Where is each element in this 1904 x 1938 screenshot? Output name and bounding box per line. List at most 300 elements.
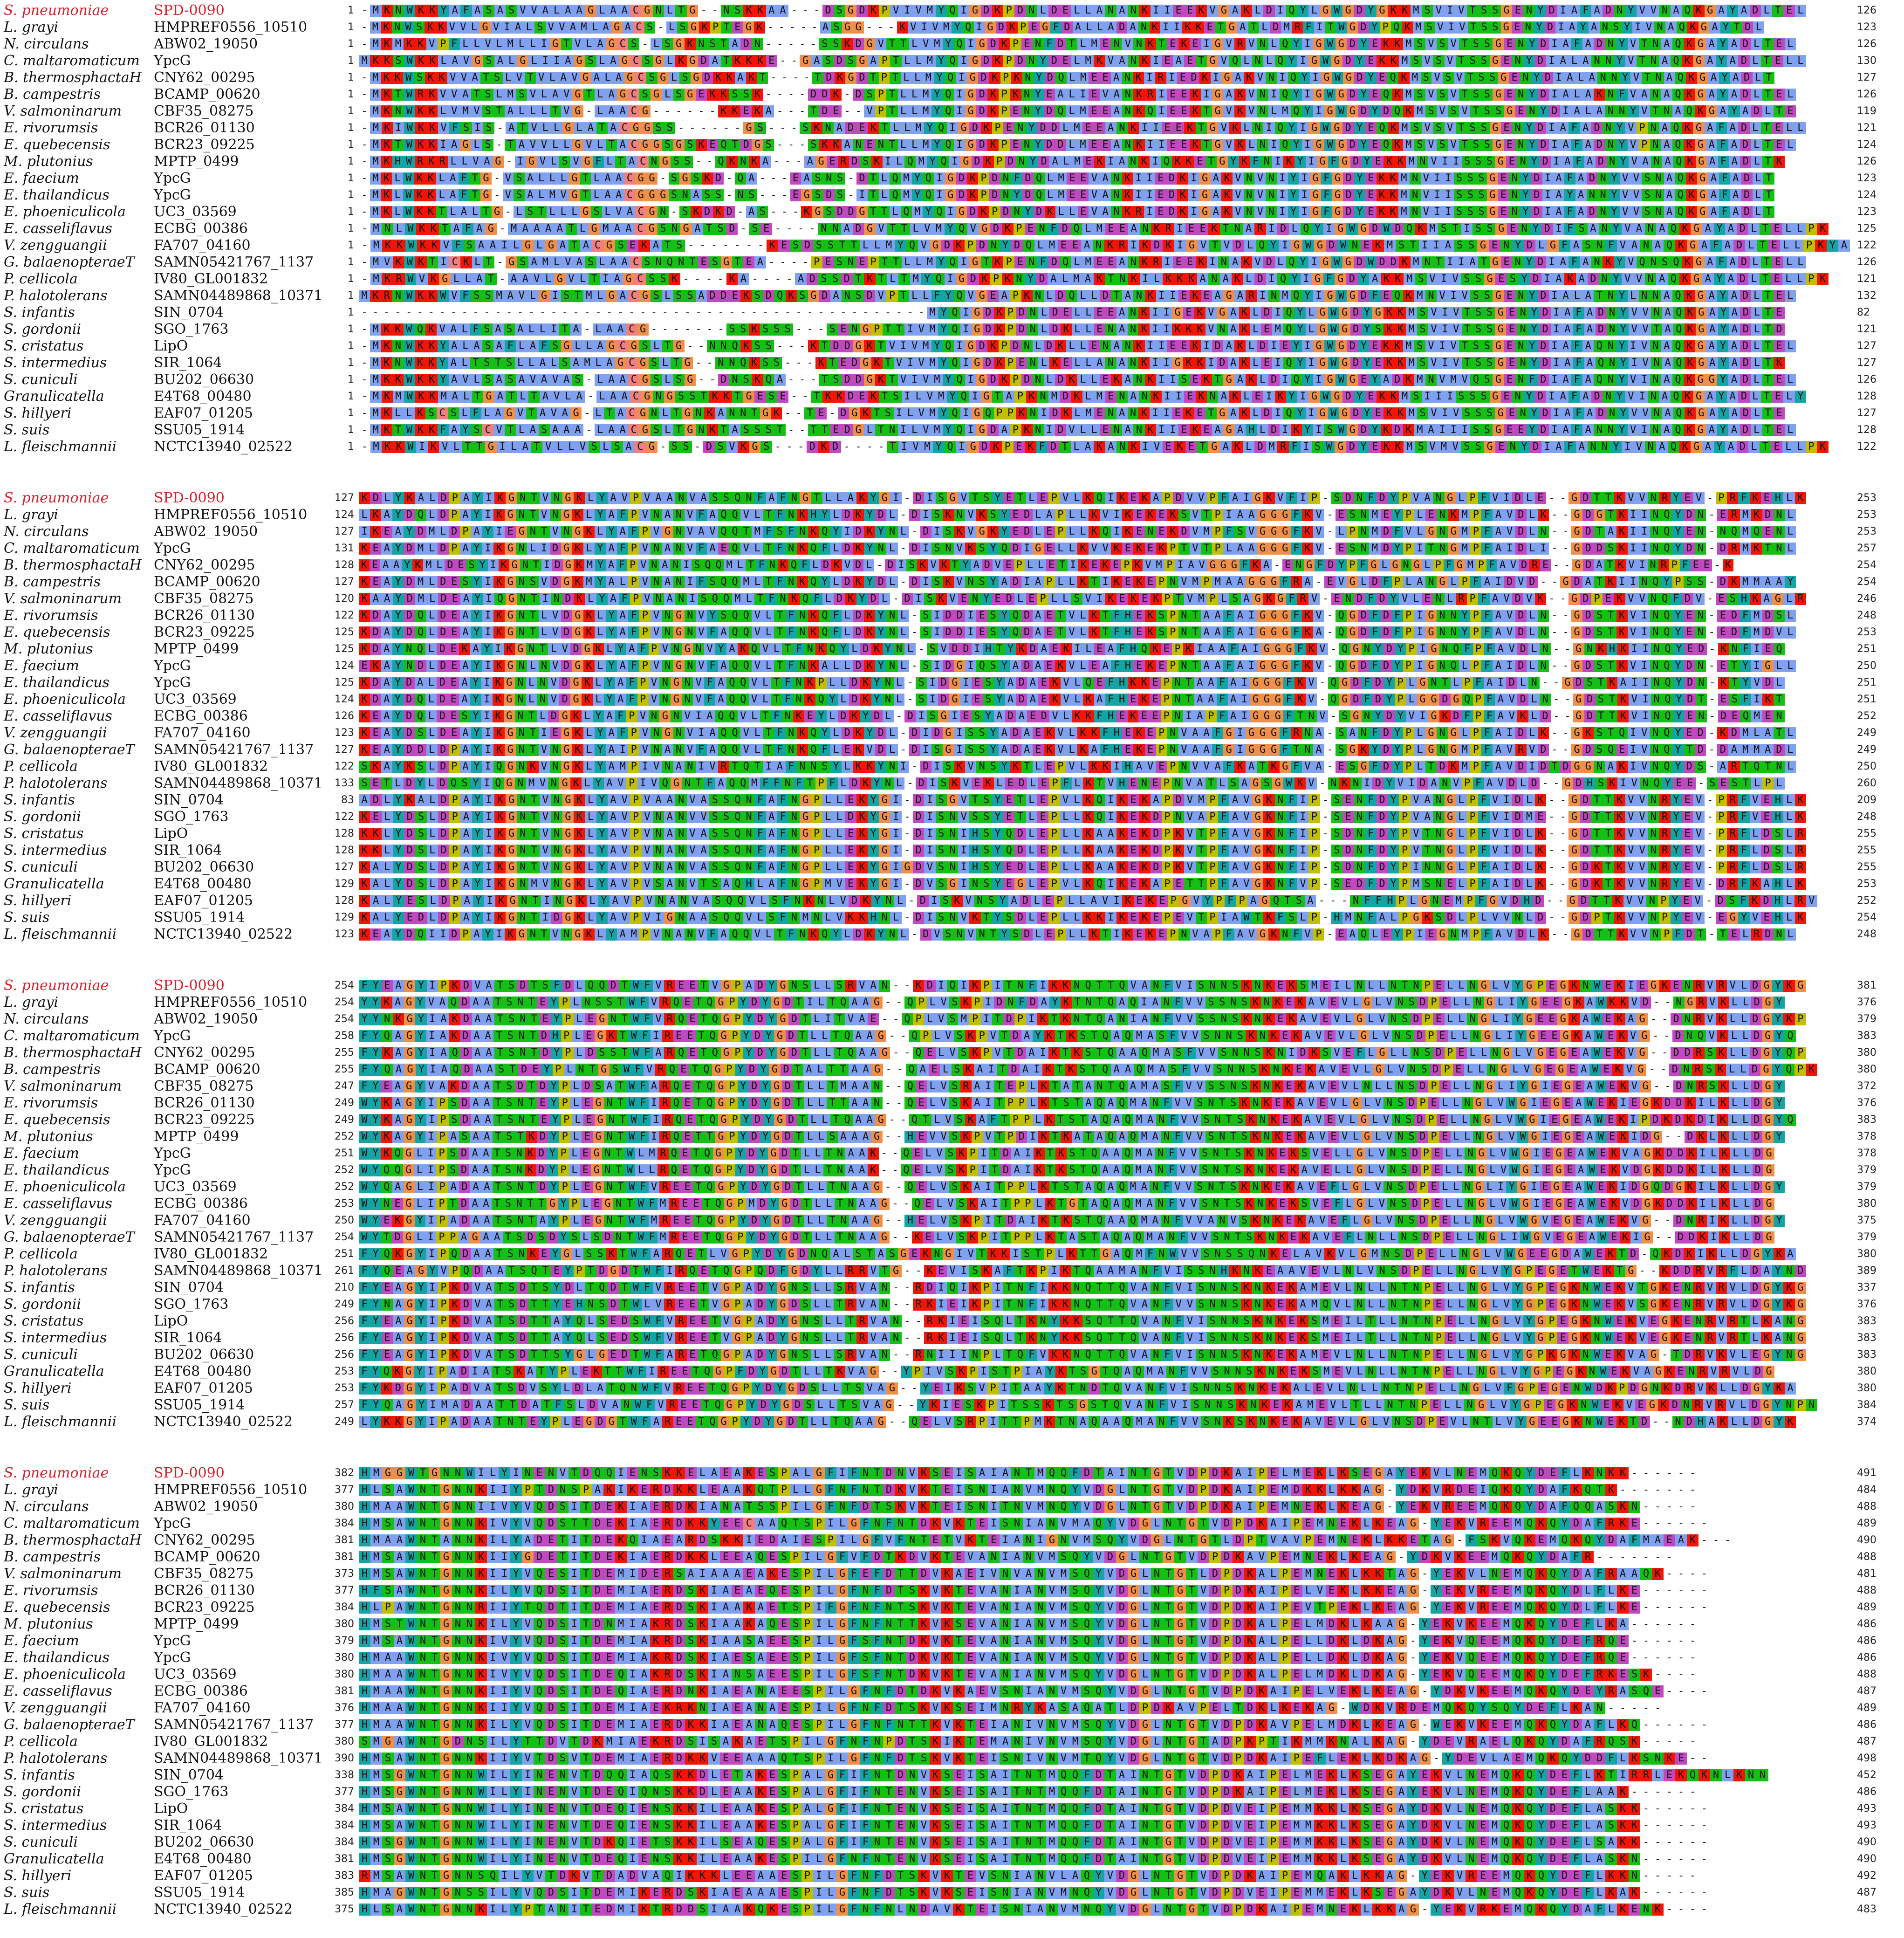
residue: V [566, 273, 577, 285]
residue: A [1128, 391, 1139, 403]
residue: L [879, 593, 890, 605]
residue: A [763, 105, 774, 117]
residue: F [505, 340, 516, 352]
residue: M [370, 391, 381, 403]
residue: - [751, 307, 758, 318]
residue: A [559, 407, 570, 419]
residue: Q [1673, 407, 1685, 419]
residue: E [1369, 441, 1381, 453]
residue: G [1332, 189, 1343, 201]
residue: G [879, 492, 890, 504]
residue: N [561, 526, 572, 538]
residue: A [558, 72, 569, 84]
alignment-row [0, 304, 1904, 321]
residue: K [393, 256, 404, 268]
residue: M [920, 89, 931, 101]
residue: - [900, 543, 907, 554]
residue: T [671, 357, 682, 369]
residue: F [1286, 593, 1297, 605]
residue: G [1490, 391, 1501, 403]
residue: - [802, 256, 809, 268]
residue: K [1145, 290, 1156, 302]
residue: V [491, 21, 502, 34]
residue: G [472, 55, 483, 67]
residue: E [1506, 307, 1517, 319]
residue: K [1133, 105, 1144, 117]
residue: V [1628, 424, 1639, 436]
residue: E [1058, 240, 1069, 252]
residue: V [651, 526, 662, 538]
residue: V [1448, 38, 1459, 50]
residue: Q [740, 610, 752, 622]
residue: P [1470, 543, 1481, 555]
residue: L [879, 172, 890, 185]
residue: K [1145, 424, 1156, 436]
residue: P [990, 273, 1002, 285]
residue: G [460, 139, 471, 151]
residue: G [679, 172, 691, 185]
residue: L [830, 543, 842, 555]
residue: G [1437, 576, 1448, 588]
residue: E [864, 139, 875, 151]
residue: L [1783, 593, 1794, 605]
residue: D [1540, 156, 1551, 168]
residue: A [460, 626, 471, 639]
residue: Y [1362, 357, 1373, 369]
residue: - [361, 407, 368, 419]
residue: V [449, 105, 460, 117]
sequence-residues [359, 441, 1852, 453]
residue: F [1481, 543, 1493, 555]
residue: L [596, 55, 608, 67]
residue: L [902, 256, 913, 268]
residue: I [1246, 626, 1257, 639]
residue: N [696, 38, 707, 50]
residue: F [1573, 307, 1584, 319]
residue: V [1451, 307, 1462, 319]
residue: S [516, 89, 527, 101]
residue: L [1082, 391, 1094, 403]
residue: I [1077, 89, 1089, 101]
residue: - [855, 105, 862, 117]
residue: Y [943, 38, 954, 50]
residue: Q [943, 105, 954, 117]
residue: E [1122, 576, 1133, 588]
residue: K [1684, 424, 1695, 436]
residue: D [698, 55, 709, 67]
residue: F [1044, 38, 1055, 50]
residue: K [1686, 172, 1697, 185]
residue: K [359, 492, 370, 504]
residue: D [1591, 391, 1603, 403]
residue: V [1451, 323, 1462, 336]
residue: L [909, 290, 920, 302]
residue: Y [1362, 307, 1373, 319]
residue: N [662, 626, 673, 639]
residue: D [885, 559, 896, 571]
residue: L [1077, 509, 1089, 521]
residue: I [515, 156, 526, 168]
residue: S [1462, 156, 1473, 168]
residue: Q [774, 290, 785, 302]
residue: A [1580, 256, 1591, 268]
residue: L [1289, 223, 1301, 235]
residue: G [606, 38, 617, 50]
residue: D [987, 424, 999, 436]
residue: S [1473, 223, 1484, 235]
residue: - [851, 307, 858, 318]
residue: A [381, 509, 392, 521]
residue: - [361, 240, 368, 251]
residue: L [472, 256, 483, 268]
residue: T [392, 139, 404, 151]
residue: A [561, 374, 572, 386]
residue: L [1527, 543, 1538, 555]
residue: Q [1728, 526, 1740, 538]
residue: I [1628, 543, 1639, 555]
residue: Q [788, 559, 799, 571]
residue: V [920, 424, 931, 436]
residue: L [1306, 307, 1317, 319]
residue: S [1473, 323, 1484, 336]
residue: K [978, 206, 989, 218]
residue: F [1228, 643, 1239, 655]
residue: A [650, 240, 662, 252]
residue: P [628, 543, 639, 555]
alignment-row [0, 593, 1904, 605]
residue: N [1500, 240, 1512, 252]
start-position: 1 [348, 290, 354, 302]
residue: Y [1519, 441, 1530, 453]
residue: T [1761, 122, 1772, 134]
residue: K [1617, 643, 1629, 655]
residue: V [439, 441, 451, 453]
residue: S [721, 492, 732, 504]
residue: V [928, 559, 938, 571]
residue: L [471, 38, 482, 50]
residue: K [1392, 273, 1404, 285]
residue: A [1705, 391, 1716, 403]
residue: A [1728, 424, 1740, 436]
residue: G [985, 21, 996, 34]
residue: A [1223, 89, 1234, 101]
residue: K [1234, 105, 1246, 117]
sequence-residues [359, 543, 1852, 555]
residue: T [1201, 543, 1212, 555]
residue: K [732, 55, 743, 67]
residue: P [630, 593, 641, 605]
residue: G [1342, 256, 1354, 268]
residue: - [792, 72, 799, 83]
residue: A [1122, 374, 1133, 386]
residue: K [1603, 256, 1614, 268]
residue: S [662, 38, 673, 50]
residue: D [823, 72, 835, 84]
residue: P [639, 610, 651, 622]
residue: V [1445, 122, 1456, 134]
residue: C [617, 340, 628, 352]
residue: A [1706, 89, 1717, 101]
residue: V [561, 89, 572, 101]
residue: G [972, 323, 983, 336]
residue: K [1750, 492, 1761, 504]
residue: E [1504, 38, 1515, 50]
residue: S [1456, 391, 1467, 403]
residue: D [1740, 357, 1751, 369]
residue: T [493, 357, 504, 369]
species-name: S. cristatus [4, 338, 84, 354]
residue: P [879, 5, 890, 17]
residue: A [540, 391, 551, 403]
residue: E [1184, 55, 1195, 67]
residue: M [370, 122, 381, 134]
residue: N [1519, 223, 1530, 235]
residue: L [1445, 593, 1456, 605]
residue: M [370, 407, 381, 419]
residue: I [1313, 374, 1324, 386]
residue: A [615, 323, 626, 336]
residue: D [1740, 323, 1751, 336]
residue: Y [838, 643, 849, 655]
residue: N [1011, 206, 1022, 218]
residue: A [1111, 105, 1122, 117]
residue: A [1111, 139, 1122, 151]
residue: Q [1664, 240, 1675, 252]
residue: Y [1718, 323, 1729, 336]
residue: L [537, 323, 548, 336]
residue: - [700, 5, 707, 16]
start-position: 125 [335, 643, 354, 655]
residue: T [732, 391, 743, 403]
residue: P [999, 105, 1010, 117]
residue: G [1493, 374, 1504, 386]
residue: L [1061, 156, 1072, 168]
residue: N [516, 576, 527, 588]
residue: D [1062, 21, 1073, 34]
residue: M [1190, 576, 1201, 588]
residue: C [449, 256, 460, 268]
residue: G [506, 256, 517, 268]
residue: G [808, 290, 819, 302]
residue: V [916, 357, 927, 369]
residue: N [1584, 643, 1596, 655]
residue: L [426, 610, 438, 622]
residue: T [1762, 407, 1774, 419]
residue: K [1133, 340, 1144, 352]
residue: N [673, 576, 685, 588]
residue: N [1128, 307, 1139, 319]
residue: G [1573, 643, 1584, 655]
residue: V [1523, 593, 1534, 605]
residue: - [1564, 559, 1570, 571]
residue: M [578, 21, 589, 34]
residue: G [651, 139, 662, 151]
residue: P [1459, 576, 1470, 588]
residue: Y [868, 492, 879, 504]
residue: S [1234, 526, 1246, 538]
residue: L [1782, 273, 1794, 285]
residue: I [898, 424, 909, 436]
residue: S [664, 122, 675, 134]
residue: F [1111, 610, 1122, 622]
residue: S [1774, 610, 1785, 622]
residue: L [752, 543, 763, 555]
residue: F [1286, 492, 1297, 504]
residue: - [1327, 526, 1333, 537]
residue: N [392, 290, 404, 302]
residue: Q [1392, 290, 1403, 302]
residue: K [754, 5, 766, 17]
residue: Y [1033, 139, 1044, 151]
residue: I [1637, 559, 1648, 571]
residue: D [1358, 105, 1369, 117]
residue: V [1105, 55, 1116, 67]
residue: F [1223, 626, 1234, 639]
residue: Y [1609, 206, 1620, 218]
residue: M [1272, 323, 1283, 336]
residue: L [542, 273, 554, 285]
residue: Y [404, 526, 415, 538]
residue: N [1439, 643, 1451, 655]
residue: A [801, 172, 812, 185]
residue: I [548, 323, 559, 336]
residue: L [551, 122, 562, 134]
residue: K [425, 189, 436, 201]
residue: I [1417, 643, 1428, 655]
residue: K [583, 526, 595, 538]
residue: V [1637, 5, 1648, 17]
residue: - [699, 240, 706, 251]
residue: - [1330, 643, 1337, 655]
residue: Y [1672, 509, 1684, 521]
residue: S [1473, 307, 1484, 319]
residue: H [983, 643, 994, 655]
residue: G [639, 139, 651, 151]
residue: D [1596, 307, 1607, 319]
residue: V [886, 340, 897, 352]
residue: N [1448, 610, 1459, 622]
residue: I [1038, 407, 1049, 419]
residue: P [1308, 492, 1320, 504]
species-name: B. thermosphactaH [4, 557, 142, 573]
alignment-row [0, 122, 1904, 134]
residue: F [1484, 643, 1495, 655]
residue: N [392, 357, 404, 369]
residue: A [448, 323, 459, 336]
residue: K [675, 55, 686, 67]
residue: K [1221, 172, 1233, 185]
residue: D [1750, 5, 1761, 17]
accession-id: SIN_0704 [154, 304, 224, 321]
residue: Y [1661, 576, 1672, 588]
residue: T [1762, 38, 1774, 50]
residue: D [1268, 424, 1280, 436]
residue: F [1573, 156, 1584, 168]
residue: G [1696, 357, 1707, 369]
residue: - [584, 407, 590, 419]
residue: L [1751, 424, 1762, 436]
residue: V [548, 407, 559, 419]
residue: W [1336, 424, 1347, 436]
residue: P [992, 122, 1003, 134]
residue: A [746, 172, 757, 185]
residue: M [370, 21, 381, 34]
residue: A [1716, 5, 1727, 17]
residue: N [1437, 626, 1448, 639]
residue: P [811, 256, 822, 268]
residue: - [1553, 559, 1560, 571]
residue: E [1358, 374, 1369, 386]
residue: T [1605, 626, 1616, 639]
residue: T [528, 593, 540, 605]
residue: S [682, 156, 693, 168]
residue: K [1229, 122, 1240, 134]
residue: C [617, 38, 628, 50]
residue: T [994, 643, 1005, 655]
residue: Y [1672, 626, 1684, 639]
residue: L [595, 105, 606, 117]
residue: A [447, 189, 459, 201]
residue: N [516, 626, 527, 639]
residue: K [1229, 391, 1240, 403]
accession-id: HMPREF0556_10510 [154, 507, 308, 523]
residue: D [1740, 340, 1751, 352]
residue: - [866, 21, 873, 33]
residue: Y [1033, 89, 1044, 101]
residue: V [540, 492, 551, 504]
residue: E [1014, 256, 1026, 268]
residue: D [1542, 72, 1554, 84]
residue: N [1128, 156, 1139, 168]
residue: I [482, 660, 493, 672]
residue: K [574, 593, 585, 605]
residue: S [1465, 206, 1476, 218]
residue: L [1306, 323, 1317, 336]
residue: V [539, 576, 550, 588]
residue: N [729, 374, 740, 386]
residue: Y [1362, 323, 1373, 336]
residue: V [440, 240, 452, 252]
end-position: 123 [1857, 206, 1877, 218]
residue: M [1740, 543, 1751, 555]
residue: E [1100, 105, 1111, 117]
residue: F [696, 509, 707, 521]
residue: F [754, 492, 766, 504]
residue: Y [1628, 105, 1639, 117]
residue: V [740, 543, 752, 555]
residue: A [619, 256, 630, 268]
residue: A [1229, 5, 1240, 17]
residue: D [1010, 543, 1021, 555]
residue: D [1392, 424, 1403, 436]
residue: - [802, 5, 809, 16]
residue: I [1151, 122, 1162, 134]
residue: R [1254, 223, 1266, 235]
residue: A [1197, 273, 1209, 285]
residue: N [1650, 139, 1661, 151]
sequence-residues [359, 340, 1852, 352]
residue: G [687, 5, 698, 17]
residue: F [1573, 357, 1584, 369]
residue: K [965, 543, 976, 555]
residue: F [1564, 206, 1575, 218]
residue: T [1594, 576, 1605, 588]
residue: E [1535, 492, 1546, 504]
sequence-residues [359, 407, 1852, 419]
residue: G [1223, 374, 1234, 386]
residue: V [1639, 340, 1650, 352]
residue: T [1178, 543, 1190, 555]
